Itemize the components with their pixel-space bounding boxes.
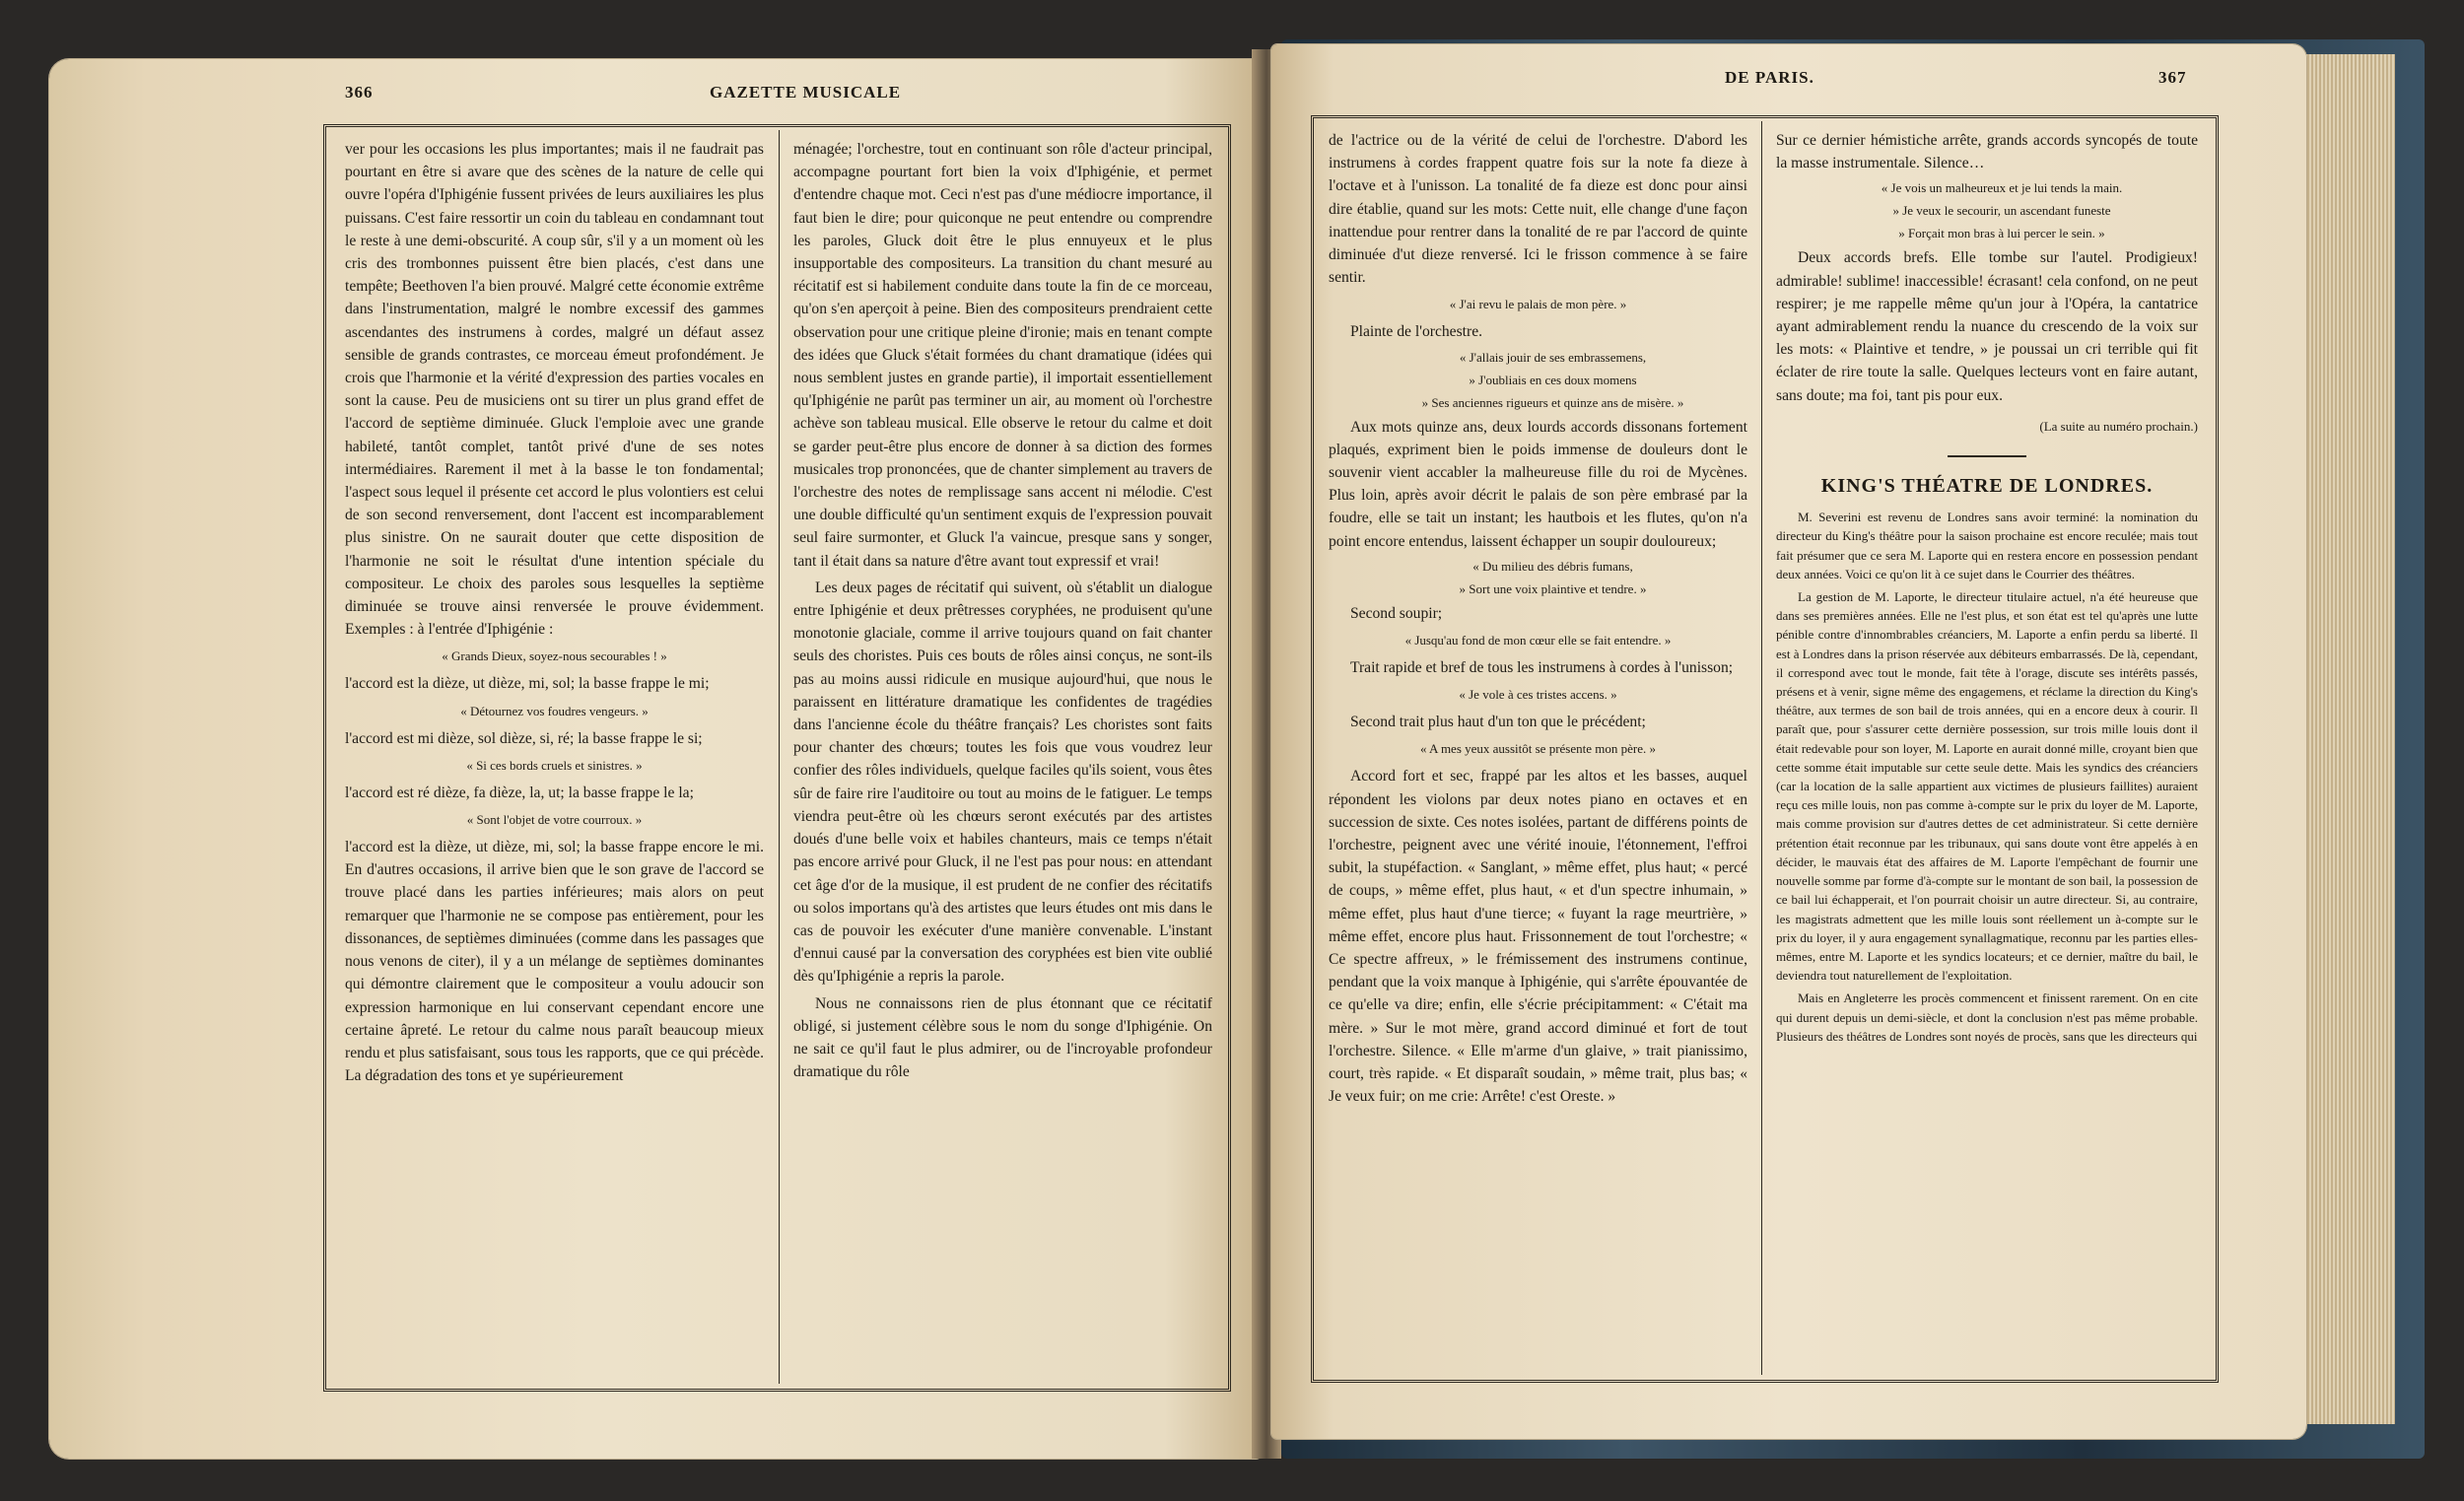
verse-line: » Ses anciennes rigueurs et quinze ans de misère. »	[1421, 394, 1684, 410]
paragraph: Deux accords brefs. Elle tombe sur l'autel. Prodigieux! admirable! sublime! inaccessible! écrasant! cela confond, on ne peut respirer; je me rappelle même qu'un jour à l'Opéra, la cantatrice ayant admirablement rendu la nuance du crescendo de la voix sur les mots: « Plaintive et tendre, » je poussai un cri terrible qui fit éclater de rire toute la salle. Quelques lecteurs vont en faire autant, sans doute; ma foi, tant pis pour eux.	[1776, 249, 2198, 404]
quote: « Jusqu'au fond de mon cœur elle se fait entendre. »	[1404, 633, 1672, 648]
paragraph: l'accord est la dièze, ut dièze, mi, sol; la basse frappe encore le mi. En d'autres occasions, il arrive bien que le son grave de l'accord se trouve placé dans les parties inférieures; mais alors on peut remarquer que l'harmonie ne se compose pas entièrement, pour les dissonances, de septièmes diminuées (comme dans les passages que nous venons de citer), il y a un mélange de septièmes dominantes qui démontre clairement que le compositeur a voulu adoucir son expression harmonique en lui conservant cependant encore une certaine âpreté. Le retour du calme nous paraît beaucoup mieux rendu et plus satisfaisant, sous tous les rapports, que ce qui précède. La dégradation des tons et ye supérieurement	[345, 839, 764, 1085]
paragraph: Second trait plus haut d'un ton que le précédent;	[1350, 714, 1646, 731]
quote: « Je vole à ces tristes accens. »	[1459, 687, 1617, 703]
continuation-note: (La suite au numéro prochain.)	[2039, 418, 2198, 434]
paragraph: l'accord est la dièze, ut dièze, mi, sol; la basse frappe le mi;	[345, 675, 710, 693]
verse-line: » Forçait mon bras à lui percer le sein. »	[1898, 226, 2105, 241]
paragraph: ver pour les occasions les plus importantes; mais il ne faudrait pas pourtant en être si avare que des scènes de la nature de celle qui ouvre l'opéra d'Iphigénie fussent privées de leurs auxiliaires les plus puissans. C'est faire ressortir un coin du tableau en condamnant tout le reste à une demi-obscurité. A coup sûr, s'il y a un moment où les cris des trombonnes puissent être bien placés, c'est dans une tempête; Beethoven l'a bien prouvé. Malgré cette économie extrême dans l'instrumentation, malgré le nombre excessif des gammes ascendantes des instrumens à cordes, malgré un défaut assez sensible de grands contrastes, ce morceau émeut profondément. Je crois que l'harmonie et la vérité d'expression des parties vocales en sont la cause. Peu de musiciens ont su tirer un plus grand effet de l'accord de septième diminuée. Gluck l'emploie avec une grande habileté, tantôt complet, tantôt privé d'une de ses notes intermédiaires. Rarement il met à la basse le ton fondamental; l'aspect sous lequel il présente cet accord le plus volontiers est celui de son second renversement, dont l'accent est incomparablement plus sinistre. On ne saurait douter que cette disposition de l'harmonie ne soit le résultat d'une intention spéciale du compositeur. Le choix des paroles sous lesquelles la septième diminuée se trouve ainsi renversée le prouve évidemment. Exemples : à l'entrée d'Iphigénie :	[345, 141, 764, 639]
paragraph: Second soupir;	[1350, 604, 1443, 622]
verse-line: » Je veux le secourir, un ascendant funeste	[1892, 203, 2111, 219]
quote: « Détournez vos foudres vengeurs. »	[460, 703, 649, 718]
right-column-1	[1329, 129, 1747, 1371]
paragraph: Mais en Angleterre les procès commencent et finissent rarement. On en cite qui durent depuis un demi-siècle, et dont la conclusion n'est pas même probable. Plusieurs des théâtres de Londres sont noyés de procès, sans que les directeurs qui	[1776, 990, 2198, 1044]
paragraph: de l'actrice ou de la vérité de celui de l'orchestre. D'abord les instrumens à cordes frappent quatre fois sur la note fa dieze à l'octave et à l'unisson. La tonalité de fa dieze est donc pour ainsi dire établie, quand sur les mots: Cette nuit, elle change d'une façon inattendue pour rentrer dans la tonalité de re par l'accord de quinte diminuée d'ut dieze renversé. Ici le frisson commence à se faire sentir.	[1329, 132, 1747, 287]
paragraph: Plainte de l'orchestre.	[1350, 323, 1483, 341]
page-number-left: 366	[345, 83, 374, 102]
right-column-2	[1776, 129, 2198, 1371]
paragraph: Sur ce dernier hémistiche arrête, grands accords syncopés de toute la masse instrumentale. Silence…	[1776, 132, 2198, 172]
section-heading: KING'S THÉATRE DE LONDRES.	[1820, 475, 2154, 498]
verse-line: » Sort une voix plaintive et tendre. »	[1459, 580, 1647, 596]
right-page	[1271, 44, 2306, 1439]
left-column-2	[793, 138, 1212, 1380]
quote: « J'ai revu le palais de mon père. »	[1449, 297, 1627, 312]
quote: « A mes yeux aussitôt se présente mon père. »	[1419, 741, 1656, 757]
paragraph: Aux mots quinze ans, deux lourds accords dissonans fortement plaqués, expriment bien le poids immense de douleurs dont le souvenir vient accabler la malheureuse fille du roi de Mycènes. Plus loin, après avoir décrit le palais de son père embrasé par la foudre, elle se tait un instant; les hautbois et les flutes, qu'on n'a point encore entendus, laissent échapper un soupir douloureux;	[1329, 418, 1747, 550]
paragraph: Les deux pages de récitatif qui suivent, où s'établit un dialogue entre Iphigénie et deux prêtresses coryphées, ne produisent qu'une monotonie glaciale, comme il arrive toujours quand on fait chanter seuls des choristes. Puis ces bouts de rôles ainsi conçus, ne sont-ils pas au moins aussi ridicule en musique aujourd'hui, que nous le paraissent en littérature dramatique les confidentes de tragédies dans l'ancienne école du théâtre français? Les choristes sont faits pour chanter des chœurs; toutes les fois que vous voudrez leur confier des rôles individuels, quelque faciles qu'ils soient, vous êtes sûr de faire rire l'auditoire ou tout au moins de le fatiguer. Le temps viendra peut-être où les chœurs seront exécutés par des artistes doués d'une belle voix et habiles chanteurs, mais ce temps n'était pas encore arrivé pour Gluck, il ne l'est pas pour nous: en attendant cet âge d'or de la musique, il est prudent de ne confier des récitatifs ou solos importans qu'à des artistes que leurs études ont mis dans le cas de pouvoir les exécuter d'une manière convenable. L'instant d'ennui causé par la conversation des coryphées est bien vite oublié dès qu'Iphigénie a repris la parole.	[793, 579, 1212, 986]
left-column-1	[345, 138, 764, 1380]
page-number-right: 367	[2158, 68, 2187, 87]
running-title-left: GAZETTE MUSICALE	[710, 83, 902, 102]
column-divider-right	[1761, 121, 1762, 1375]
section-rule	[1948, 455, 2026, 457]
paragraph: Nous ne connaissons rien de plus étonnant que ce récitatif obligé, si justement célèbre sous le nom du songe d'Iphigénie. On ne sait ce qu'il faut le plus admirer, ou de l'incroyable profondeur dramatique du rôle	[793, 994, 1212, 1081]
verse-line: « Du milieu des débris fumans,	[1472, 558, 1633, 574]
running-title-right: DE PARIS.	[1725, 68, 1814, 87]
paragraph: l'accord est mi dièze, sol dièze, si, ré; la basse frappe le si;	[345, 729, 703, 747]
quote: « Grands Dieux, soyez-nous secourables ! »	[442, 648, 667, 664]
quote: « Si ces bords cruels et sinistres. »	[466, 757, 643, 773]
page-edges	[2301, 54, 2395, 1424]
paragraph: Accord fort et sec, frappé par les altos et les basses, auquel répondent les violons par deux notes piano en octaves et en succession de sixte. Ces notes isolées, partant de différens points de l'orchestre, peignent avec une vérité inouie, l'étonnement, l'effroi subit, la stupéfaction. « Sanglant, » même effet, plus haut; « percé de coups, » même effet, plus haut, « et d'un spectre inhumain, » même effet, plus haut d'une tierce; « fuyant la rage meurtrière, » même effet, encore plus haut. Frissonnement de tout l'orchestre; « Ce spectre affreux, » le frémissement des instrumens continue, pendant que la voix manque à Iphigénie, qui s'arrête épouvantée de ce qu'elle va dire; enfin, elle s'écrie précipitamment: « C'était ma mère. » Sur le mot mère, grand accord diminué et fort de tout l'orchestre. Silence. « Elle m'arme d'un glaive, » trait pianissimo, court, très rapide. « Et disparaît soudain, » même trait, plus bas; « Je veux fuir; on me crie: Arrête! c'est Oreste. »	[1329, 768, 1747, 1106]
paragraph: l'accord est ré dièze, fa dièze, la, ut; la basse frappe le la;	[345, 784, 694, 801]
quote: « Sont l'objet de votre courroux. »	[466, 812, 643, 828]
verse-line: » J'oubliais en ces doux momens	[1469, 372, 1637, 387]
paragraph: La gestion de M. Laporte, le directeur titulaire actuel, n'a été heureuse que dans ses premières années. Elle ne l'est plus, et son état est tel qu'après une lutte pénible contre d'innombrables créanciers, M. Laporte a enfin perdu sa liberté. Il est à Londres dans la prison réservée aux débiteurs embarrassés. De là, cependant, il correspond avec tout le monde, fait tête à l'orage, discute ses intérêts passés, présens et à venir, signe même des engagemens, et réclame la direction du King's théâtre, aux termes de son bail de trois années, qui en a encore deux à courir. Il paraît que, pour s'assurer cette dernière possession, sur trois mille louis dont il était redevable pour son loyer, M. Laporte en aurait donné mille, croyant bien que cette somme était imputable sur cette seule dette. Mais les syndics des créanciers (car la location de la salle appartient aux victimes de plusieurs faillites) auraient reçu ces mille louis, non pas comme à-compte sur le prix du loyer de M. Laporte, mais comme provision sur d'autres dettes de cet administrateur. Si cette dernière prétention était reconnue par les tribunaux, qui sans doute vont être appelés à en décider, le mauvais état des affaires de M. Laporte l'empêchant de fournir une nouvelle somme par forme d'à-compte sur le montant de son bail, la possession de ce bail lui échapperait, et l'on pourrait choisir un autre directeur. Si, au contraire, les magistrats admettent que les mille louis sont réellement un à-compte sur le prix du loyer, il y aura engagement synallagmatique, reconnu par les parties elles-mêmes, entre M. Laporte et les syndics locateurs; et ce dernier, maître du bail, le deviendra tout naturellement de l'exploitation.	[1776, 589, 2198, 984]
left-page	[49, 59, 1262, 1459]
verse-line: « J'allais jouir de ses embrassemens,	[1459, 349, 1647, 365]
column-divider-left	[779, 130, 780, 1384]
paragraph: ménagée; l'orchestre, tout en continuant son rôle d'acteur principal, accompagne pourtant fort bien la voix d'Iphigénie, et permet d'entendre chaque mot. Ceci n'est pas d'une médiocre importance, il faut bien le dire; pour quiconque ne peut entendre ou comprendre les paroles, Gluck doit être le plus ennuyeux et le plus insupportable des compositeurs. La transition du chant mesuré au récitatif est si habilement conduite dans toute la fin de ce morceau, qu'on s'en aperçoit à peine. Bien des compositeurs prendraient cette observation pour une critique pleine d'ironie; mais en tenant compte des idées que Gluck s'était formées du chant dramatique (idées qui nous semblent justes en grande partie), il importait essentiellement qu'Iphigénie ne parût pas terminer un air, au moment où l'orchestre achève son tableau musical. Elle observe le retour du calme et doit se garder peut-être plus encore de donner à sa diction des formes musicales trop prononcées, que de chanter simplement au travers de l'orchestre des notes de remplissage sans accent ni mélodie. C'est une double difficulté qu'un sentiment exquis de l'expression pouvait seul faire surmonter, et Gluck l'a vaincue, presque sans y songer, tant il était dans sa nature d'être avant tout expressif et vrai!	[793, 141, 1212, 570]
paragraph: M. Severini est revenu de Londres sans avoir terminé: la nomination du directeur du King's théâtre pour la saison prochaine est encore reculée; mais tout fait présumer que ce sera M. Laporte qui en restera encore en possession pendant deux années. Voici ce qu'on lit à ce sujet dans le Courrier des théâtres.	[1776, 510, 2198, 581]
paragraph: Trait rapide et bref de tous les instrumens à cordes à l'unisson;	[1350, 659, 1734, 677]
verse-line: « Je vois un malheureux et je lui tends la main.	[1881, 180, 2123, 196]
